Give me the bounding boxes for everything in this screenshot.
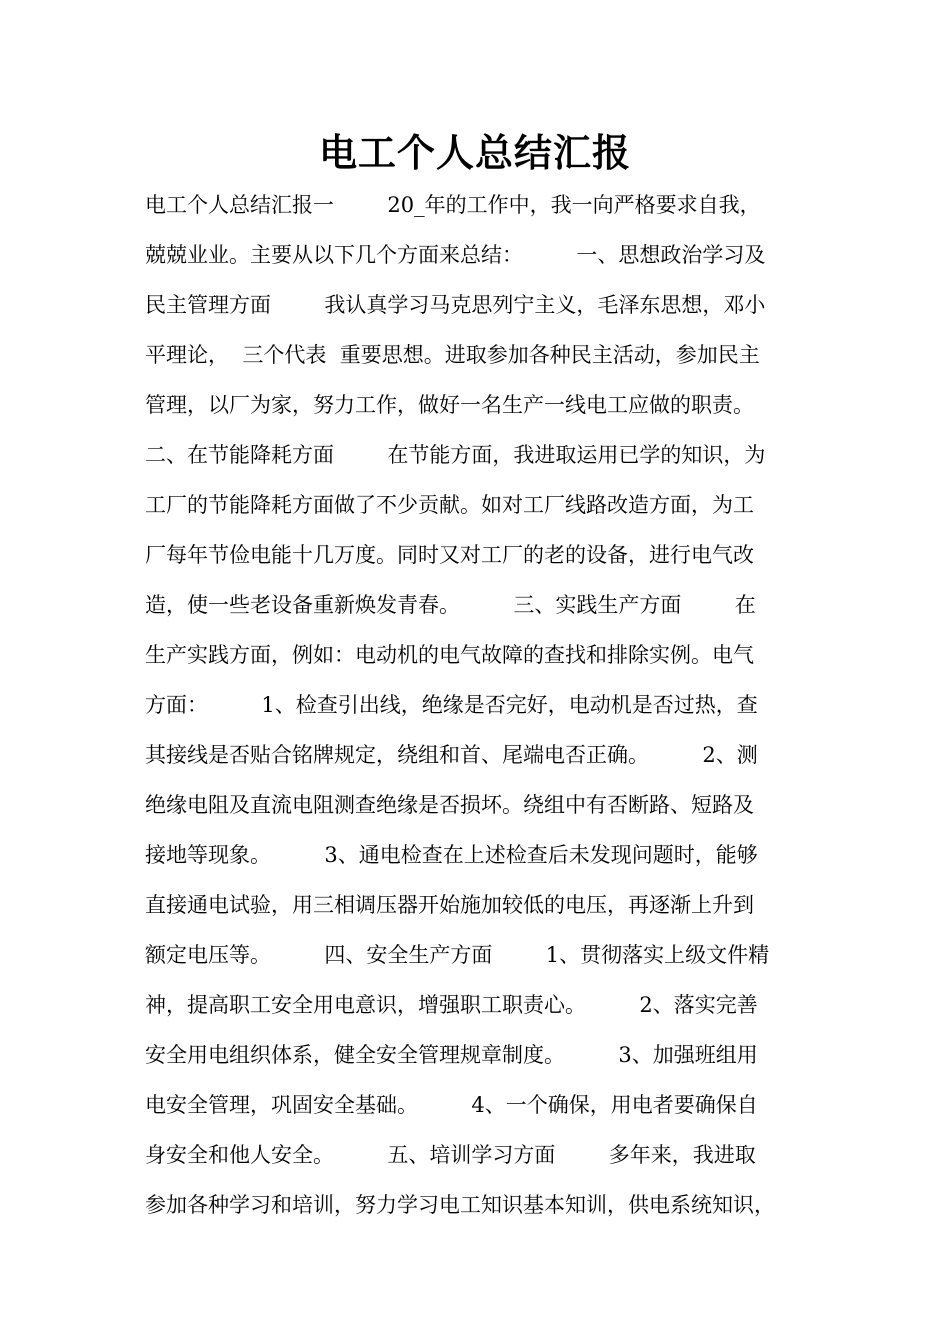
body-line: 额定电压等。 四、安全生产方面 1、贯彻落实上级文件精	[145, 943, 770, 967]
body-line: 绝缘电阻及直流电阻测查绝缘是否损坏。绕组中有否断路、短路及	[145, 793, 754, 817]
body-line: 管理，以厂为家，努力工作，做好一名生产一线电工应做的职责。	[145, 393, 754, 417]
body-line: 平理论， 三个代表 重要思想。进取参加各种民主活动，参加民主	[145, 343, 760, 367]
body-line: 造，使一些老设备重新焕发青春。 三、实践生产方面 在	[145, 593, 756, 617]
body-line: 生产实践方面，例如：电动机的电气故障的查找和排除实例。电气	[145, 643, 754, 667]
body-line: 直接通电试验，用三相调压器开始施加较低的电压，再逐渐上升到	[145, 893, 754, 917]
body-line: 方面： 1、检查引出线，绝缘是否完好，电动机是否过热，查	[145, 693, 758, 717]
body-line: 二、在节能降耗方面 在节能方面，我进取运用已学的知识，为	[145, 443, 766, 467]
body-line: 电工个人总结汇报一 20_年的工作中，我一向严格要求自我，	[145, 193, 761, 217]
body-line: 电安全管理，巩固安全基础。 4、一个确保，用电者要确保自	[145, 1093, 758, 1117]
body-line: 身安全和他人安全。 五、培训学习方面 多年来，我进取	[145, 1143, 756, 1167]
body-line: 接地等现象。 3、通电检查在上述检查后未发现问题时，能够	[145, 843, 758, 867]
document-title: 电工个人总结汇报	[318, 131, 631, 175]
body-line: 参加各种学习和培训，努力学习电工知识基本知训，供电系统知识，	[145, 1193, 775, 1217]
body-line: 兢兢业业。主要从以下几个方面来总结： 一、思想政治学习及	[145, 243, 766, 267]
body-line: 安全用电组织体系，健全安全管理规章制度。 3、加强班组用	[145, 1043, 758, 1067]
body-line: 民主管理方面 我认真学习马克思列宁主义，毛泽东思想，邓小	[145, 293, 766, 317]
body-line: 其接线是否贴合铭牌规定，绕组和首、尾端电否正确。 2、测	[145, 743, 758, 767]
document-body	[145, 180, 815, 1230]
body-line: 厂每年节俭电能十几万度。同时又对工厂的老的设备，进行电气改	[145, 543, 754, 567]
body-line: 神，提高职工安全用电意识，增强职工职责心。 2、落实完善	[145, 993, 758, 1017]
body-line: 工厂的节能降耗方面做了不少贡献。如对工厂线路改造方面，为工	[145, 493, 754, 517]
